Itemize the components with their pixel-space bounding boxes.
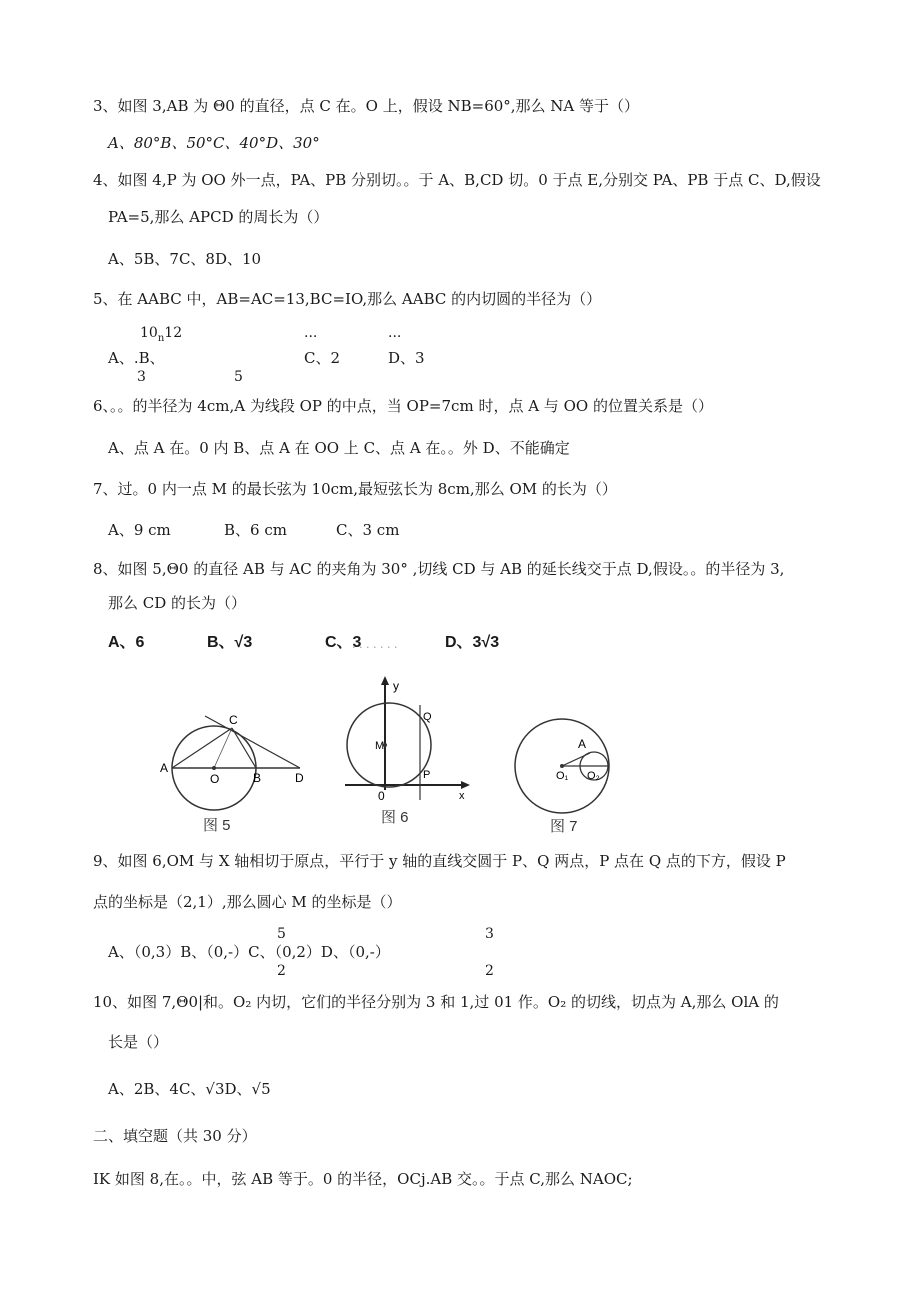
q8-stem-line1: 8、如图 5,Θ0 的直径 AB 与 AC 的夹角为 30° ,切线 CD 与 AB 的延长线交于点 D,假设。。的半径为 3, xyxy=(93,560,785,578)
q8-option-b: B、√3 xyxy=(207,634,253,651)
q8-option-d: D、3√3 xyxy=(445,634,500,651)
q5-fraction-numerators xyxy=(140,324,182,348)
q3-stem: 3、如图 3,AB 为 Θ0 的直径，点 C 在。O 上，假设 NB=60°,那么 NA 等于（） xyxy=(93,97,640,115)
q6-options: A、点 A 在。0 内 B、点 A 在 OO 上 C、点 A 在。。外 D、不能确定 xyxy=(108,439,570,457)
q5-den-5: 5 xyxy=(234,369,243,385)
fig6-x-arrow xyxy=(461,781,470,789)
q4-options: A、5B、7C、8D、10 xyxy=(108,250,262,268)
fig6-label-y: y xyxy=(393,679,399,693)
q9-den-2a: 2 xyxy=(277,963,286,979)
q5-options-ab: A、.B、 xyxy=(108,349,165,367)
q9-den-2b: 2 xyxy=(485,963,494,979)
q11-stem: IK 如图 8,在。。中，弦 AB 等于。0 的半径，OCj.AB 交。。于点 C,那么 NAOC; xyxy=(93,1170,633,1188)
q9-stem-line1: 9、如图 6,OM 与 X 轴相切于原点，平行于 y 轴的直线交圆于 P、Q 两点，P 点在 Q 点的下方，假设 P xyxy=(93,852,786,870)
q9-num-3: 3 xyxy=(485,926,494,942)
figures-row xyxy=(0,670,920,840)
q7-stem: 7、过。0 内一点 M 的最长弦为 10cm,最短弦长为 8cm,那么 OM 的长为（） xyxy=(93,480,617,498)
fig7-center-o1 xyxy=(560,764,564,768)
figure-6 xyxy=(345,676,470,826)
q5-num-sub: n xyxy=(157,332,165,344)
fig7-label-a: A xyxy=(578,737,587,751)
fig6-label-origin: 0 xyxy=(378,789,385,803)
q10-options: A、2B、4C、√3D、√5 xyxy=(108,1080,271,1098)
fig5-tangent-cd xyxy=(205,716,300,768)
fig6-label-p: P xyxy=(423,769,431,781)
fig6-circle xyxy=(347,703,431,787)
q8-option-a: A、6 xyxy=(108,634,145,651)
fig5-label-c: C xyxy=(229,713,238,727)
fig5-center-dot xyxy=(212,766,216,770)
fig5-caption: 图 5 xyxy=(203,817,231,834)
q5-num-12: 12 xyxy=(164,325,183,341)
q4-stem-line1: 4、如图 4,P 为 OO 外一点，PA、PB 分别切。。于 A、B,CD 切。0 于点 E,分别交 PA、PB 于点 C、D,假设 xyxy=(93,171,821,189)
q7-option-b: B、6 cm xyxy=(224,521,287,539)
section2-title: 二、填空题（共 30 分） xyxy=(93,1127,257,1145)
q4-stem-line2: PA=5,那么 APCD 的周长为（） xyxy=(108,208,329,226)
q5-option-d: D、3 xyxy=(388,349,425,367)
fig5-label-o: O xyxy=(210,772,220,786)
q7-option-a: A、9 cm xyxy=(108,521,171,539)
q7-option-c: C、3 cm xyxy=(336,521,400,539)
fig6-y-arrow xyxy=(381,676,389,685)
fig7-label-o2: O₂ xyxy=(587,770,600,782)
fig7-tangent-line xyxy=(562,753,590,766)
q8-option-c: C、3 xyxy=(325,634,362,651)
q8-option-c-dots: . . . . . . . xyxy=(352,638,398,651)
figure-5 xyxy=(160,713,304,834)
fig5-label-d: D xyxy=(295,771,304,785)
q5-dots-d: ... xyxy=(388,325,402,341)
fig5-label-a: A xyxy=(160,761,169,775)
q3-options: A、80°B、50°C、40°D、30° xyxy=(108,134,320,152)
q8-stem-line2: 那么 CD 的长为（） xyxy=(108,594,247,612)
fig6-label-x: x xyxy=(459,790,465,802)
q5-stem: 5、在 AABC 中，AB=AC=13,BC=IO,那么 AABC 的内切圆的半径为（） xyxy=(93,290,602,308)
q9-options: A、（0,3）B、（0,-）C、（0,2）D、（0,-） xyxy=(108,943,390,961)
fig6-label-m: M xyxy=(375,740,385,752)
fig7-label-o1: O₁ xyxy=(556,770,569,782)
q9-num-5: 5 xyxy=(277,926,286,942)
fig5-label-b: B xyxy=(253,771,262,785)
figure-7 xyxy=(515,719,609,835)
q5-num-10: 10 xyxy=(140,325,158,341)
q5-option-c: C、2 xyxy=(304,349,341,367)
q5-den-3: 3 xyxy=(137,369,146,385)
fig6-label-q: Q xyxy=(423,711,432,723)
fig5-chord-cb xyxy=(232,728,256,768)
q10-stem-line1: 10、如图 7,Θ0|和。O₂ 内切，它们的半径分别为 3 和 1,过 01 作。O₂ 的切线，切点为 A,那么 OlA 的 xyxy=(93,993,779,1011)
q5-dots-c: ... xyxy=(304,325,318,341)
fig7-caption: 图 7 xyxy=(550,818,578,835)
q9-stem-line2: 点的坐标是（2,1）,那么圆心 M 的坐标是（） xyxy=(93,893,402,911)
q10-stem-line2: 长是（） xyxy=(108,1033,169,1051)
fig6-caption: 图 6 xyxy=(381,809,409,826)
q6-stem: 6、。。的半径为 4cm,A 为线段 OP 的中点，当 OP=7cm 时，点 A 与 OO 的位置关系是（） xyxy=(93,397,713,415)
